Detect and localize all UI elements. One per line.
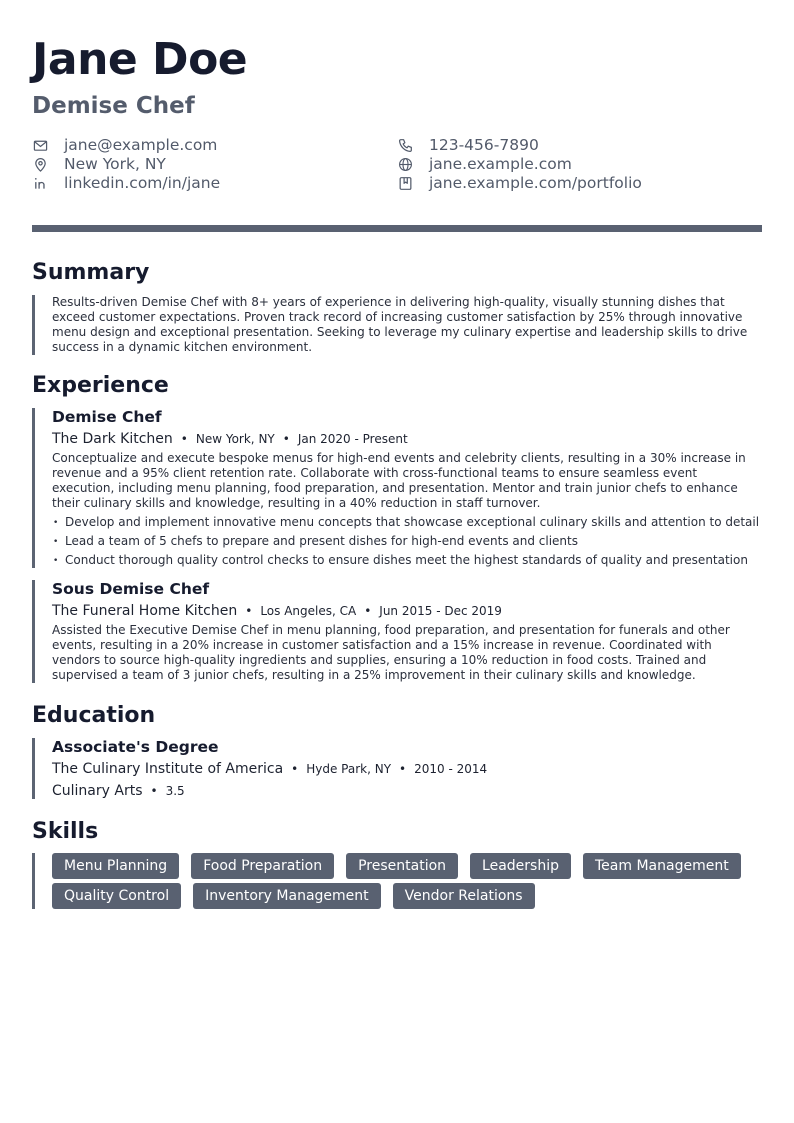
job-location: New York, NY bbox=[195, 432, 275, 446]
location-icon bbox=[32, 156, 48, 172]
job-bullets bbox=[52, 515, 762, 568]
job-meta bbox=[52, 603, 762, 619]
contact-portfolio[interactable] bbox=[397, 174, 762, 192]
contact-website[interactable] bbox=[397, 155, 762, 173]
candidate-name: Jane Doe bbox=[32, 34, 248, 85]
contact-phone-text: 123-456-7890 bbox=[429, 136, 539, 154]
education-entry bbox=[32, 738, 762, 799]
skill-chip: Food Preparation bbox=[191, 853, 334, 879]
education-dates: 2010 - 2014 bbox=[414, 762, 488, 776]
gpa-value: 3.5 bbox=[165, 784, 185, 798]
meta-separator: • bbox=[364, 604, 372, 618]
skill-chip: Menu Planning bbox=[52, 853, 179, 879]
job-entry bbox=[32, 580, 762, 683]
list-item: • Lead a team of 5 chefs to prepare and present dishes for high-end events and clients bbox=[52, 534, 762, 549]
school-name: The Culinary Institute of America bbox=[52, 761, 284, 777]
degree-title: Associate's Degree bbox=[52, 738, 219, 756]
field-of-study: Culinary Arts bbox=[52, 783, 143, 799]
candidate-title: Demise Chef bbox=[32, 93, 195, 119]
contact-linkedin-text: linkedin.com/in/jane bbox=[64, 174, 221, 192]
meta-separator: • bbox=[399, 762, 407, 776]
linkedin-icon bbox=[32, 175, 48, 191]
contact-email-text: jane@example.com bbox=[64, 136, 218, 154]
job-company: The Funeral Home Kitchen bbox=[52, 603, 238, 619]
job-location: Los Angeles, CA bbox=[260, 604, 357, 618]
contact-website-text: jane.example.com bbox=[429, 155, 572, 173]
skills-block bbox=[32, 853, 762, 909]
skills-list bbox=[52, 853, 752, 909]
header-divider bbox=[32, 225, 762, 232]
meta-separator: • bbox=[150, 784, 158, 798]
skill-chip: Inventory Management bbox=[193, 883, 381, 909]
skill-chip: Vendor Relations bbox=[393, 883, 535, 909]
contact-portfolio-text: jane.example.com/portfolio bbox=[429, 174, 642, 192]
job-dates: Jan 2020 - Present bbox=[297, 432, 408, 446]
job-title: Demise Chef bbox=[52, 408, 162, 426]
skills-heading: Skills bbox=[32, 819, 99, 844]
globe-icon bbox=[397, 156, 413, 172]
job-meta bbox=[52, 431, 762, 447]
meta-separator: • bbox=[291, 762, 299, 776]
contact-linkedin[interactable] bbox=[32, 174, 397, 192]
job-title: Sous Demise Chef bbox=[52, 580, 210, 598]
contact-email[interactable] bbox=[32, 136, 397, 154]
education-field-line bbox=[52, 783, 762, 799]
school-location: Hyde Park, NY bbox=[306, 762, 392, 776]
meta-separator: • bbox=[282, 432, 290, 446]
skill-chip: Leadership bbox=[470, 853, 571, 879]
contact-phone[interactable] bbox=[397, 136, 762, 154]
summary-text: Results-driven Demise Chef with 8+ years of experience in delivering high-quality, visually stunning dishes that exceed customer expectations. Proven track record of increasing customer satisfaction by 25% through innovative menu design and exceptional presentation. Seeking to leverage my culinary expertise and leadership skills to drive success in a dynamic kitchen environment. bbox=[32, 295, 762, 355]
skill-chip: Presentation bbox=[346, 853, 458, 879]
experience-heading: Experience bbox=[32, 373, 169, 398]
education-meta bbox=[52, 761, 762, 777]
skill-chip: Quality Control bbox=[52, 883, 181, 909]
mail-icon bbox=[32, 137, 48, 153]
job-entry bbox=[32, 408, 762, 568]
skill-chip: Team Management bbox=[583, 853, 741, 879]
contact-list bbox=[32, 136, 762, 192]
meta-separator: • bbox=[245, 604, 253, 618]
contact-location-text: New York, NY bbox=[64, 155, 166, 173]
bookmark-icon bbox=[397, 175, 413, 191]
list-item: • Develop and implement innovative menu concepts that showcase exceptional culinary skills and attention to detail bbox=[52, 515, 762, 530]
phone-icon bbox=[397, 137, 413, 153]
job-description: Assisted the Executive Demise Chef in menu planning, food preparation, and presentation for funerals and other events, resulting in a 20% increase in customer satisfaction and a 15% increase in revenue. Coordinated with vendors to source high-quality ingredients and supplies, ensuring a 10% reduction in food costs. Trained and supervised a team of 3 junior chefs, resulting in a 25% improvement in their culinary skills and knowledge. bbox=[52, 623, 730, 682]
contact-location bbox=[32, 155, 397, 173]
meta-separator: • bbox=[180, 432, 188, 446]
summary-heading: Summary bbox=[32, 260, 150, 285]
job-company: The Dark Kitchen bbox=[52, 431, 173, 447]
job-dates: Jun 2015 - Dec 2019 bbox=[379, 604, 502, 618]
job-description: Conceptualize and execute bespoke menus for high-end events and celebrity clients, resulting in a 30% increase in revenue and a 95% client retention rate. Collaborate with cross-functional teams to ensure seamless event execution, including menu planning, food preparation, and presentation. Mentor and train junior chefs to enhance their culinary skills and knowledge, resulting in a 40% reduction in staff turnover. bbox=[52, 451, 746, 510]
education-heading: Education bbox=[32, 703, 156, 728]
list-item: • Conduct thorough quality control checks to ensure dishes meet the highest standards of quality and presentation bbox=[52, 553, 762, 568]
